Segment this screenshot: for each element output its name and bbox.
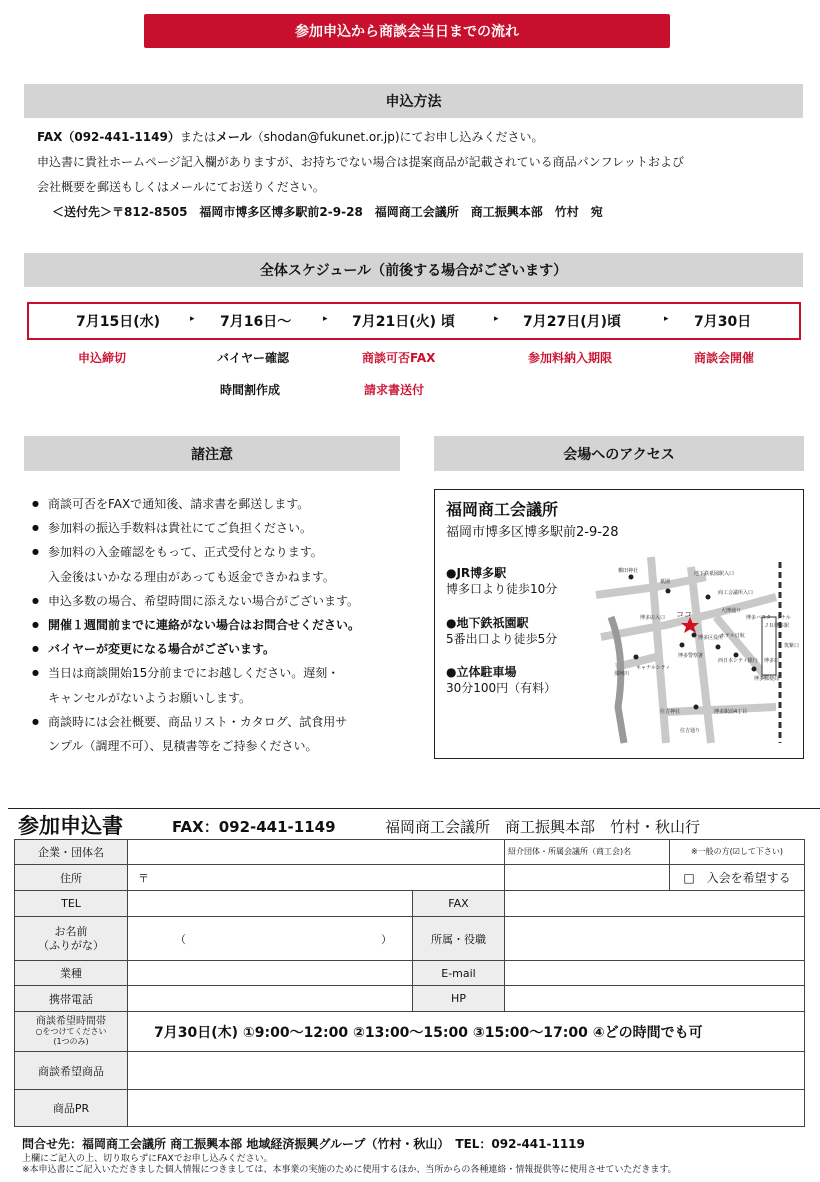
schedule-arrow-icon: ▸ bbox=[494, 314, 499, 324]
product-input[interactable] bbox=[128, 1052, 805, 1090]
route-parking-title: ●立体駐車場 bbox=[446, 665, 517, 679]
access-heading: 会場へのアクセス bbox=[434, 436, 804, 471]
intro-org-input[interactable] bbox=[505, 865, 670, 891]
company-label: 企業・団体名 bbox=[15, 840, 128, 865]
map-label-keisatsu: 博多警察署 bbox=[678, 653, 704, 659]
schedule-arrow-icon: ▸ bbox=[323, 314, 328, 324]
apply-fax: FAX（092-441-1149） bbox=[37, 130, 180, 144]
paren-close: ） bbox=[381, 932, 392, 946]
bullet-icon: ● bbox=[32, 668, 39, 678]
time-options[interactable]: 7月30日(木) ①9:00～12:00 ②13:00～15:00 ③15:00～17:00 ④どの時間でも可 bbox=[128, 1012, 805, 1052]
note-text: 商談可否をFAXで通知後、請求書を郵送します。 bbox=[48, 497, 310, 511]
map-label-yubin: 博多郵便局 bbox=[754, 676, 780, 682]
email-label: E-mail bbox=[413, 961, 505, 986]
schedule-date-4: 7月27日(月)頃 bbox=[523, 314, 622, 330]
note-item bbox=[28, 540, 408, 564]
apply-line-2: 申込書に貴社ホームページ記入欄がありますが、お持ちでない場合は提案商品が記載されている商品パンフレットおよび bbox=[37, 155, 685, 169]
company-input[interactable] bbox=[128, 840, 505, 865]
apply-address: ＜送付先＞〒812-8505 福岡市博多区博多駅前2-9-28 福岡商工会議所 商工振興本部 竹村 宛 bbox=[52, 205, 603, 219]
schedule-label-timetable: 時間割作成 bbox=[220, 383, 281, 397]
note-item bbox=[28, 589, 408, 613]
product-label: 商談希望商品 bbox=[15, 1052, 128, 1090]
fax-label: FAX bbox=[413, 891, 505, 917]
map-label-shoko: 商工会議所入口 bbox=[718, 590, 754, 596]
venue-name: 福岡商工会議所 bbox=[446, 500, 559, 519]
name-label-1: お名前 bbox=[54, 924, 88, 938]
note-text: 開催１週間前までに連絡がない場合はお問合せください。 bbox=[48, 618, 361, 633]
schedule-label-invoice: 請求書送付 bbox=[364, 383, 425, 397]
form-title: 参加申込書 bbox=[18, 814, 123, 838]
name-label-2: （ふりがな） bbox=[38, 938, 104, 952]
schedule-arrow-icon: ▸ bbox=[190, 314, 195, 324]
join-checkbox[interactable]: □ 入会を希望する bbox=[670, 865, 805, 891]
address-input[interactable] bbox=[128, 865, 505, 891]
map-label-ekimae4: 博多駅前4丁目 bbox=[714, 709, 748, 715]
map-label-chikushi: 筑紫口 bbox=[784, 643, 800, 649]
pr-label: 商品PR bbox=[15, 1090, 128, 1127]
tel-label: TEL bbox=[15, 891, 128, 917]
map-label-sumiyoshi: 住吉神社 bbox=[660, 709, 681, 715]
map-label-hakata-guchi: 博多口 bbox=[764, 658, 780, 664]
schedule-label-payment: 参加料納入期限 bbox=[528, 351, 613, 365]
schedule-date-1: 7月15日(水) bbox=[76, 314, 161, 330]
note-item bbox=[28, 637, 408, 661]
map-label-jr: ＪＲ博多駅 bbox=[764, 623, 790, 629]
time-label-3: (1つのみ) bbox=[53, 1036, 89, 1046]
note-text: バイヤーが変更になる場合がございます。 bbox=[48, 642, 276, 657]
footer-note-1: 上欄にご記入の上、切り取らずにFAXでお申し込みください。 bbox=[22, 1154, 273, 1164]
map-label-nishitetsu: 西日本シティ銀行 bbox=[718, 658, 758, 664]
map-label-kuyakusho: 博多区役所 bbox=[698, 635, 724, 641]
route-jr-title: ●JR博多駅 bbox=[446, 566, 507, 580]
notes-list bbox=[28, 492, 408, 758]
map-label-kushida: 櫛田神社 bbox=[618, 568, 639, 574]
note-text: 商談時には会社概要、商品リスト・カタログ、試食用サ bbox=[48, 714, 348, 729]
application-form bbox=[14, 839, 805, 1127]
note-continuation: キャンセルがないようお願いします。 bbox=[48, 690, 252, 705]
map-label-sumiyoshi-dori: 住吉通り bbox=[680, 728, 701, 734]
note-item bbox=[28, 516, 408, 540]
route-subway-title: ●地下鉄祇園駅 bbox=[446, 616, 529, 630]
address-label: 住所 bbox=[15, 865, 128, 891]
bullet-icon: ● bbox=[32, 644, 39, 654]
dept-label: 所属・役職 bbox=[413, 917, 505, 961]
bullet-icon: ● bbox=[32, 547, 39, 557]
route-parking-detail: 30分100円（有料） bbox=[446, 681, 557, 695]
intro-org-label: 紹介団体・所属会議所（商工会)名 bbox=[505, 840, 670, 865]
note-text: 当日は商談開始15分前までにお越しください。遅刻・ bbox=[48, 666, 340, 681]
apply-heading: 申込方法 bbox=[24, 84, 803, 118]
paren-open: （ bbox=[175, 932, 186, 946]
footer-note-2: ※本申込書にご記入いただきました個人情報につきましては、本事業の実施のために使用するほか、当所からの各種連絡・情報提供等に使用させていただきます。 bbox=[22, 1165, 677, 1175]
map-label-canal: キャナルシティ bbox=[636, 665, 671, 671]
tel-input[interactable] bbox=[128, 891, 413, 917]
schedule-arrow-icon: ▸ bbox=[664, 314, 669, 324]
bullet-icon: ● bbox=[32, 523, 39, 533]
schedule-label-event: 商談会開催 bbox=[694, 351, 755, 365]
route-subway-detail: 5番出口より徒歩5分 bbox=[446, 632, 558, 646]
industry-label: 業種 bbox=[15, 961, 128, 986]
note-text: 参加料の入金確認をもって、正式受付となります。 bbox=[48, 545, 323, 560]
name-label bbox=[15, 917, 128, 961]
schedule-label-deadline: 申込締切 bbox=[78, 351, 127, 365]
time-label-2: ○をつけてください bbox=[35, 1026, 107, 1036]
bullet-icon: ● bbox=[32, 595, 39, 605]
cut-line bbox=[8, 808, 820, 809]
pr-input[interactable] bbox=[128, 1090, 805, 1127]
note-text: 参加料の振込手数料は貴社にてご負担ください。 bbox=[48, 521, 313, 536]
schedule-date-3: 7月21日(火) 頃 bbox=[352, 314, 455, 330]
time-label-1: 商談希望時間帯 bbox=[36, 1015, 106, 1027]
time-label bbox=[15, 1012, 128, 1052]
schedule-heading: 全体スケジュール（前後する場合がございます） bbox=[24, 253, 803, 287]
map-label-chikatetsu: 地下鉄祇園駅入口 bbox=[694, 571, 735, 577]
dept-input[interactable] bbox=[505, 917, 805, 961]
mobile-input[interactable] bbox=[128, 986, 413, 1012]
note-continuation: ンプル（調理不可）、見積書等をご持参ください。 bbox=[48, 739, 318, 754]
apply-line-3: 会社概要を郵送もしくはメールにてお送りください。 bbox=[37, 180, 325, 194]
note-item bbox=[28, 661, 408, 685]
bullet-icon: ● bbox=[32, 499, 39, 508]
schedule-date-5: 7月30日 bbox=[694, 314, 752, 330]
form-fax-number: FAX：092-441-1149 bbox=[172, 818, 336, 836]
map-label-daihaku: 大博通り bbox=[721, 608, 742, 614]
apply-mail-rest: （shodan@fukunet.or.jp)にてお申し込みください。 bbox=[251, 130, 544, 144]
form-recipient: 福岡商工会議所 商工振興本部 竹村・秋山行 bbox=[385, 818, 701, 836]
name-input[interactable] bbox=[128, 917, 413, 961]
note-item bbox=[28, 710, 408, 734]
map-label-koko: ココ bbox=[676, 610, 692, 619]
route-jr-detail: 博多口より徒歩10分 bbox=[446, 582, 558, 596]
note-text: 申込多数の場合、希望時間に添えない場合がございます。 bbox=[48, 593, 360, 608]
schedule-label-fax: 商談可否FAX bbox=[362, 351, 436, 365]
map-label-hakata-iriguchi: 博多店入口 bbox=[640, 615, 666, 621]
note-item bbox=[28, 613, 408, 637]
map-label-hakata-bus: 博多バスターミナル bbox=[746, 615, 791, 621]
flow-banner: 参加申込から商談会当日までの流れ bbox=[144, 14, 670, 48]
apply-line-1 bbox=[37, 129, 544, 145]
map-label-hotel: ホテル日航 bbox=[720, 633, 745, 639]
access-map bbox=[596, 557, 800, 743]
email-input[interactable] bbox=[505, 961, 805, 986]
map-label-gion: 祇園 bbox=[660, 579, 671, 585]
hp-input[interactable] bbox=[505, 986, 805, 1012]
bullet-icon: ● bbox=[32, 716, 39, 726]
zip-mark: 〒 bbox=[138, 871, 149, 885]
mobile-label: 携帯電話 bbox=[15, 986, 128, 1012]
venue-address: 福岡市博多区博多駅前2-9-28 bbox=[446, 525, 619, 540]
general-note: ※一般の方(☑して下さい) bbox=[670, 840, 805, 865]
schedule-label-buyer: バイヤー確認 bbox=[217, 351, 290, 365]
notes-heading: 諸注意 bbox=[24, 436, 400, 471]
apply-mail: メール bbox=[215, 130, 252, 144]
hp-label: HP bbox=[413, 986, 505, 1012]
fax-input[interactable] bbox=[505, 891, 805, 917]
note-continuation: 入金後はいかなる理由があっても返金できかねます。 bbox=[48, 569, 335, 584]
note-item bbox=[28, 492, 408, 516]
bullet-icon: ● bbox=[32, 620, 39, 630]
map-label-nakagawa: 那珂川 bbox=[614, 671, 630, 677]
contact-info: 問合せ先：福岡商工会議所 商工振興本部 地域経済振興グループ（竹村・秋山） TEL：092-441-1119 bbox=[22, 1137, 585, 1151]
schedule-date-2: 7月16日～ bbox=[220, 314, 292, 330]
apply-or: または bbox=[179, 130, 216, 144]
industry-input[interactable] bbox=[128, 961, 413, 986]
